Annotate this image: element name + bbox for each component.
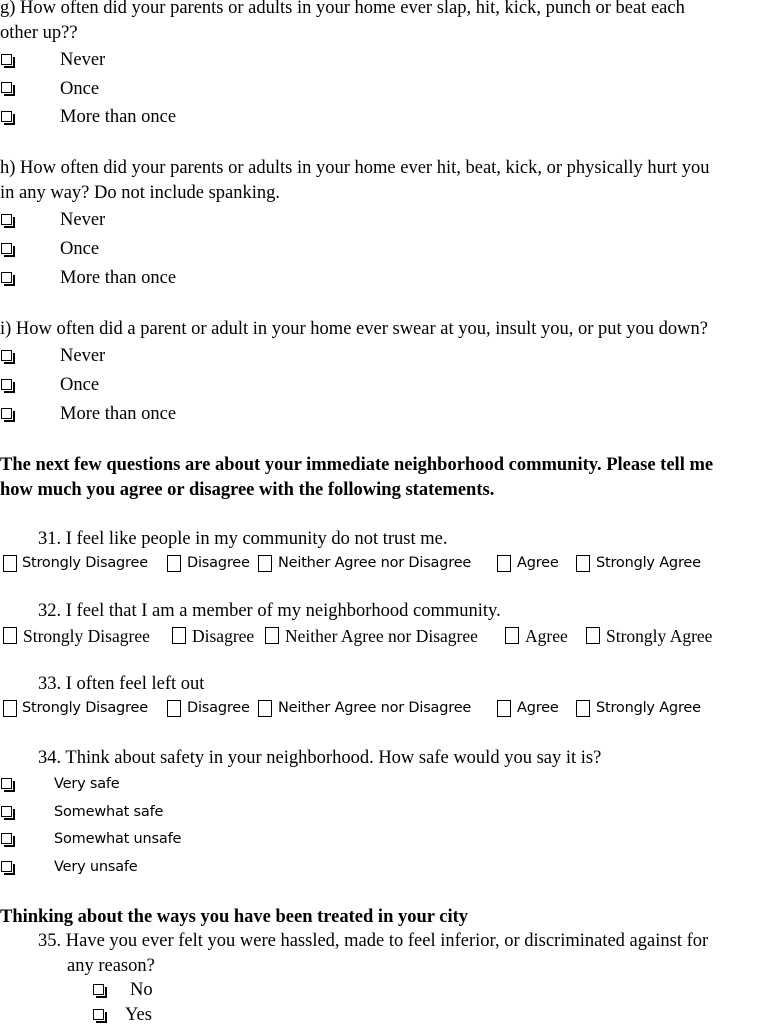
checkbox-33-strongly-agree[interactable] bbox=[576, 700, 590, 717]
likert-label: Disagree bbox=[187, 555, 250, 571]
question-g-line2: other up?? bbox=[0, 23, 78, 43]
checkbox-h-never[interactable] bbox=[1, 214, 12, 225]
checkbox-35-no[interactable] bbox=[93, 984, 104, 995]
option-label: Never bbox=[60, 50, 106, 70]
option-label: Never bbox=[60, 210, 106, 230]
question-h-line2: in any way? Do not include spanking. bbox=[0, 183, 281, 203]
checkbox-31-disagree[interactable] bbox=[167, 555, 181, 572]
likert-label: Strongly Disagree bbox=[22, 700, 148, 716]
option-label: More than once bbox=[60, 404, 177, 424]
section-heading-neighborhood-line2: how much you agree or disagree with the following statements. bbox=[0, 480, 495, 500]
likert-label: Agree bbox=[525, 626, 568, 646]
checkbox-i-more-than-once[interactable] bbox=[1, 408, 12, 419]
checkbox-32-agree[interactable] bbox=[505, 627, 519, 644]
question-31-text: 31. I feel like people in my community do not trust me. bbox=[38, 529, 448, 549]
checkbox-32-disagree[interactable] bbox=[172, 627, 186, 644]
likert-label: Strongly Agree bbox=[606, 626, 713, 646]
checkbox-32-strongly-agree[interactable] bbox=[586, 627, 600, 644]
checkbox-31-neither[interactable] bbox=[258, 555, 272, 572]
question-g-line1: g) How often did your parents or adults in your home ever slap, hit, kick, punch or beat each bbox=[0, 0, 685, 18]
option-label: Somewhat safe bbox=[54, 804, 164, 820]
checkbox-33-agree[interactable] bbox=[497, 700, 511, 717]
option-label: Yes bbox=[125, 1005, 152, 1025]
checkbox-31-strongly-disagree[interactable] bbox=[3, 555, 17, 572]
likert-label: Strongly Disagree bbox=[22, 555, 148, 571]
checkbox-i-never[interactable] bbox=[1, 350, 12, 361]
likert-label: Disagree bbox=[187, 700, 250, 716]
likert-label: Strongly Agree bbox=[596, 555, 701, 571]
option-label: Once bbox=[60, 239, 100, 259]
question-35-line1: 35. Have you ever felt you were hassled, made to feel inferior, or discriminated against for bbox=[38, 931, 709, 951]
option-label: Somewhat unsafe bbox=[54, 831, 182, 847]
question-35-line2: any reason? bbox=[67, 956, 155, 976]
checkbox-31-agree[interactable] bbox=[497, 555, 511, 572]
question-32-text: 32. I feel that I am a member of my neighborhood community. bbox=[38, 601, 501, 621]
checkbox-g-once[interactable] bbox=[1, 82, 12, 93]
checkbox-g-never[interactable] bbox=[1, 54, 12, 65]
question-33-text: 33. I often feel left out bbox=[38, 674, 205, 694]
checkbox-h-more-than-once[interactable] bbox=[1, 272, 12, 283]
likert-label: Agree bbox=[517, 700, 559, 716]
option-label: More than once bbox=[60, 268, 177, 288]
question-34-text: 34. Think about safety in your neighborhood. How safe would you say it is? bbox=[38, 748, 602, 768]
likert-label: Agree bbox=[517, 555, 559, 571]
checkbox-34-very-safe[interactable] bbox=[1, 778, 12, 789]
checkbox-34-somewhat-safe[interactable] bbox=[1, 806, 12, 817]
option-label: Very safe bbox=[54, 776, 120, 792]
checkbox-31-strongly-agree[interactable] bbox=[576, 555, 590, 572]
question-h-line1: h) How often did your parents or adults in your home ever hit, beat, kick, or physically hurt you bbox=[0, 158, 710, 178]
option-label: Once bbox=[60, 79, 100, 99]
option-label: Very unsafe bbox=[54, 859, 138, 875]
checkbox-35-yes[interactable] bbox=[93, 1009, 104, 1020]
checkbox-i-once[interactable] bbox=[1, 379, 12, 390]
likert-label: Neither Agree nor Disagree bbox=[278, 700, 472, 716]
likert-label: Neither Agree nor Disagree bbox=[285, 626, 478, 646]
likert-label: Disagree bbox=[192, 626, 255, 646]
option-label: Never bbox=[60, 346, 106, 366]
checkbox-33-strongly-disagree[interactable] bbox=[3, 700, 17, 717]
checkbox-34-somewhat-unsafe[interactable] bbox=[1, 833, 12, 844]
checkbox-34-very-unsafe[interactable] bbox=[1, 861, 12, 872]
checkbox-32-strongly-disagree[interactable] bbox=[3, 627, 17, 644]
checkbox-g-more-than-once[interactable] bbox=[1, 111, 12, 122]
checkbox-33-disagree[interactable] bbox=[167, 700, 181, 717]
checkbox-32-neither[interactable] bbox=[265, 627, 279, 644]
likert-label: Neither Agree nor Disagree bbox=[278, 555, 472, 571]
likert-label: Strongly Disagree bbox=[23, 626, 150, 646]
option-label: No bbox=[130, 980, 153, 1000]
section-heading-neighborhood-line1: The next few questions are about your immediate neighborhood community. Please tell me bbox=[0, 455, 714, 475]
question-i-text: i) How often did a parent or adult in your home ever swear at you, insult you, or put you down? bbox=[0, 319, 708, 339]
option-label: More than once bbox=[60, 107, 177, 127]
option-label: Once bbox=[60, 375, 100, 395]
likert-label: Strongly Agree bbox=[596, 700, 701, 716]
checkbox-33-neither[interactable] bbox=[258, 700, 272, 717]
checkbox-h-once[interactable] bbox=[1, 243, 12, 254]
section-heading-city: Thinking about the ways you have been treated in your city bbox=[0, 907, 469, 927]
